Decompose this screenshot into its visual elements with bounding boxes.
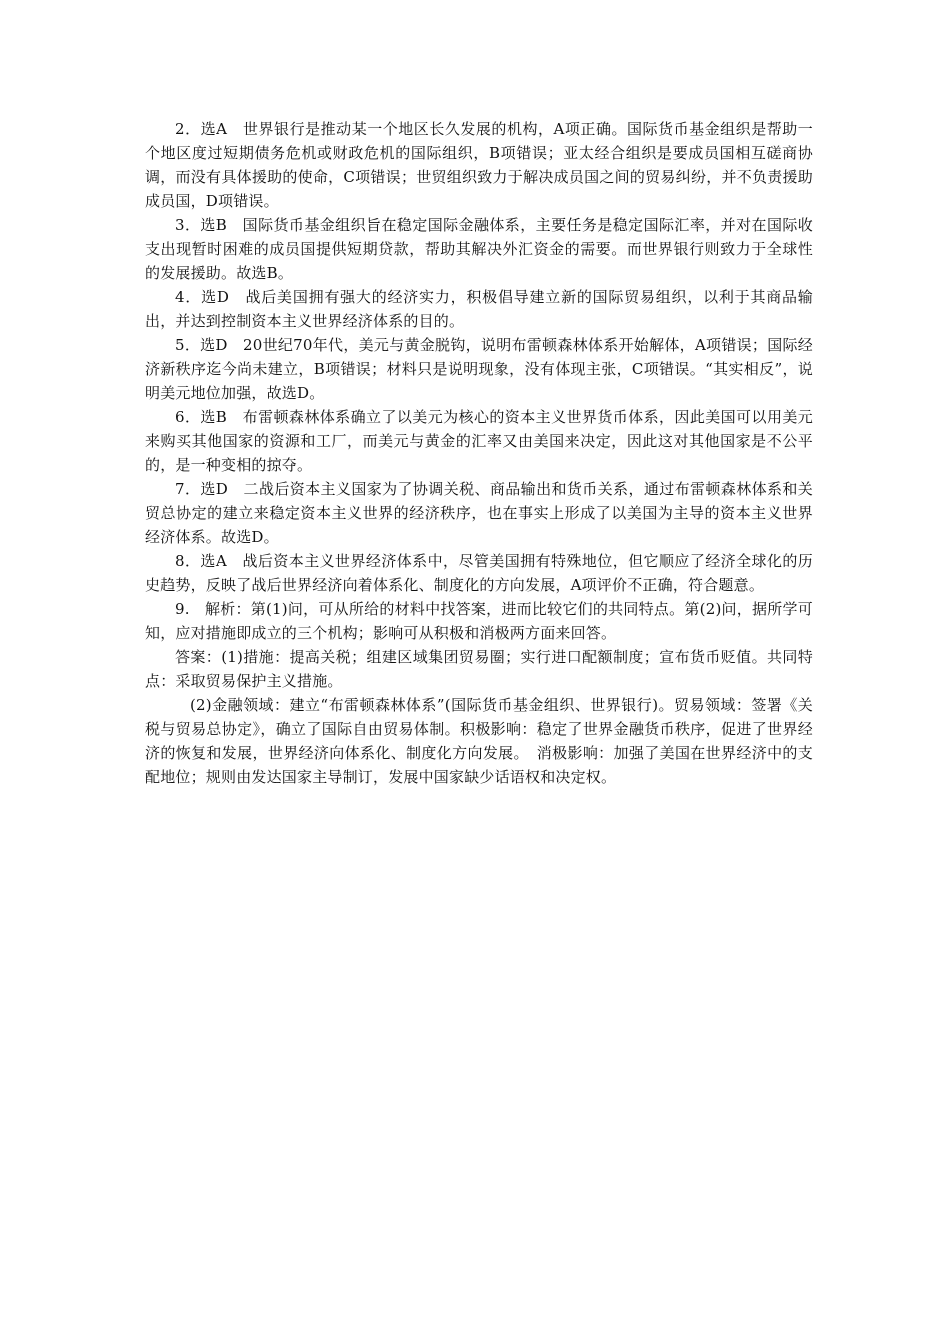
answer-5: 5．选D 20世纪70年代，美元与黄金脱钩，说明布雷顿森林体系开始解体，A项错误；国际经济新秩序迄今尚未建立，B项错误；材料只是说明现象，没有体现主张，C项错误。“其实相反”，说明美元地位加强，故选D。	[145, 336, 813, 402]
answer-6: 6．选B 布雷顿森林体系确立了以美元为核心的资本主义世界货币体系，因此美国可以用美元来购买其他国家的资源和工厂，而美元与黄金的汇率又由美国来决定，因此这对其他国家是不公平的，是一种变相的掠夺。	[145, 408, 813, 474]
answer-8: 8．选A 战后资本主义世界经济体系中，尽管美国拥有特殊地位，但它顺应了经济全球化的历史趋势，反映了战后世界经济向着体系化、制度化的方向发展，A项评价不正确，符合题意。	[145, 552, 813, 594]
answer-4: 4．选D 战后美国拥有强大的经济实力，积极倡导建立新的国际贸易组织，以利于其商品输出，并达到控制资本主义世界经济体系的目的。	[145, 288, 813, 330]
answer-7: 7．选D 二战后资本主义国家为了协调关税、商品输出和货币关系，通过布雷顿森林体系和关贸总协定的建立来稳定资本主义世界的经济秩序，也在事实上形成了以美国为主导的资本主义世界经济体系。故选D。	[145, 480, 813, 546]
answer-2: 2．选A 世界银行是推动某一个地区长久发展的机构，A项正确。国际货币基金组织是帮助一个地区度过短期债务危机或财政危机的国际组织，B项错误；亚太经合组织是要成员国相互磋商协调，而没有具体援助的使命，C项错误；世贸组织致力于解决成员国之间的贸易纠纷，并不负责援助成员国，D项错误。	[145, 120, 813, 210]
answer-9-part2: (2)金融领域：建立“布雷顿森林体系”(国际货币基金组织、世界银行)。贸易领域：签署《关税与贸易总协定》，确立了国际自由贸易体制。积极影响：稳定了世界金融货币秩序，促进了世界经济的恢复和发展，世界经济向体系化、制度化方向发展。 消极影响：加强了美国在世界经济中的支配地位；规则由发达国家主导制订，发展中国家缺少话语权和决定权。	[145, 696, 813, 786]
answer-3: 3．选B 国际货币基金组织旨在稳定国际金融体系，主要任务是稳定国际汇率，并对在国际收支出现暂时困难的成员国提供短期贷款，帮助其解决外汇资金的需要。而世界银行则致力于全球性的发展援助。故选B。	[145, 216, 813, 282]
answer-9-part1: 答案：(1)措施：提高关税；组建区域集团贸易圈；实行进口配额制度；宣布货币贬值。共同特点：采取贸易保护主义措施。	[145, 648, 813, 690]
answer-document	[145, 117, 813, 789]
answer-9-analysis: 9. 解析：第(1)问，可从所给的材料中找答案，进而比较它们的共同特点。第(2)问，据所学可知，应对措施即成立的三个机构；影响可从积极和消极两方面来回答。	[145, 600, 813, 642]
